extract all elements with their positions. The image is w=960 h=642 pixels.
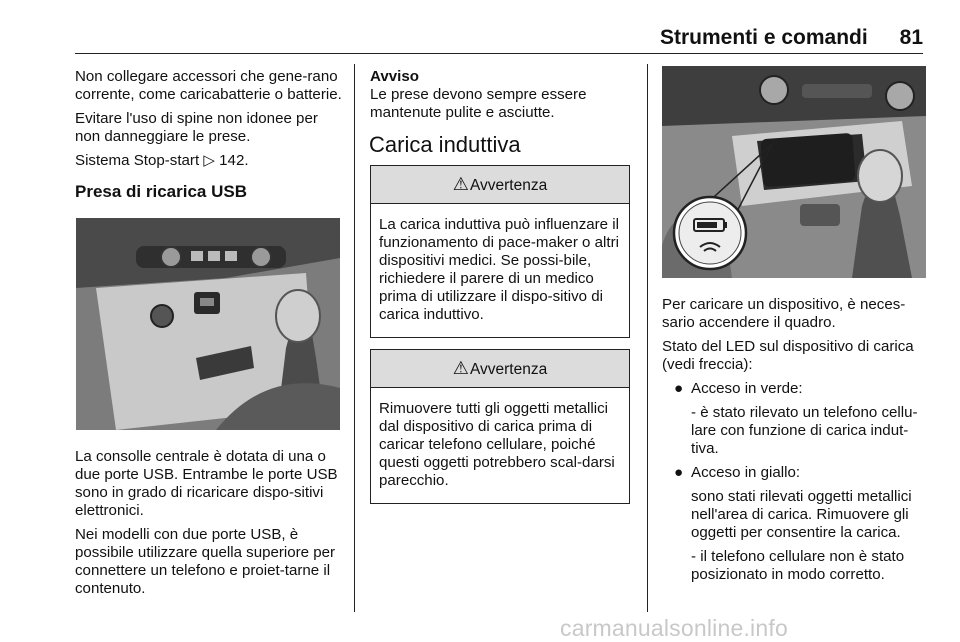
list-item-label: Acceso in verde: <box>691 380 803 397</box>
column-2 <box>370 68 630 515</box>
reference-text: Sistema Stop-start <box>75 152 204 169</box>
list-item-detail: - il telefono cellulare non è stato posizionato in modo corretto. <box>691 548 905 583</box>
warning-title: Avvertenza <box>469 361 548 378</box>
paragraph: Per caricare un dispositivo, è neces-sario accendere il quadro. <box>662 296 906 331</box>
paragraph: Non collegare accessori che gene-rano corrente, come caricabatterie o batterie. <box>75 68 342 103</box>
bullet-dot-icon: ● <box>674 464 684 481</box>
warning-triangle-icon: ⚠ <box>452 358 469 378</box>
bullet-dot-icon: ● <box>674 380 684 397</box>
cross-reference[interactable] <box>75 152 343 170</box>
paragraph: Nei modelli con due porte USB, è possibile utilizzare quella superiore per connettere un telefono e proiet-tarne il contenuto. <box>75 526 336 597</box>
subheading: Presa di ricarica USB <box>75 182 247 201</box>
reference-page: 142. <box>219 152 249 169</box>
warning-text: La carica induttiva può influenzare il funzionamento di pace-maker o altri dispositivi medici. Se possi-bile, richiedere il parere di un medico prima di utilizzare il dispo-sitivo di carica induttivo. <box>379 216 619 323</box>
watermark: carmanualsonline.info <box>560 615 788 641</box>
column-divider-1 <box>354 64 355 612</box>
column-1 <box>75 68 343 604</box>
notice-title: Avviso <box>370 68 419 85</box>
warning-title: Avvertenza <box>469 177 548 194</box>
warning-header <box>371 166 629 204</box>
page-number: 81 <box>899 26 923 49</box>
list-item <box>662 464 925 482</box>
warning-box <box>370 165 630 338</box>
inductive-charger-photo <box>662 66 926 278</box>
column-3 <box>662 68 925 590</box>
paragraph: Stato del LED sul dispositivo di carica (vedi freccia): <box>662 338 914 373</box>
paragraph: Evitare l'uso di spine non idonee per non danneggiare le prese. <box>75 110 318 145</box>
header-title: Strumenti e comandi <box>660 26 868 49</box>
list-item-detail: - è stato rilevato un telefono cellu-lare con funzione di carica indut-tiva. <box>691 404 918 457</box>
notice-text: Le prese devono sempre essere mantenute pulite e asciutte. <box>370 86 587 121</box>
list-item-label: Acceso in giallo: <box>691 464 801 481</box>
warning-triangle-icon: ⚠ <box>452 174 469 194</box>
header-rule <box>75 53 923 54</box>
warning-text: Rimuovere tutti gli oggetti metallici dal dispositivo di carica prima di caricar telefono cellulare, poiché questi oggetti potrebbero scal-darsi parecchio. <box>379 400 615 489</box>
list-item <box>662 380 925 398</box>
paragraph: La consolle centrale è dotata di una o due porte USB. Entrambe le porte USB sono in grado di ricaricare dispo-sitivi elettronici. <box>75 448 338 519</box>
warning-header <box>371 350 629 388</box>
reference-arrow-icon: ▷ <box>203 152 215 169</box>
section-title: Carica induttiva <box>369 132 521 157</box>
column-divider-2 <box>647 64 648 612</box>
list-item-detail: sono stati rilevati oggetti metallici nell'area di carica. Rimuovere gli oggetti per consentire la carica. <box>691 488 912 541</box>
warning-box <box>370 349 630 504</box>
usb-console-photo <box>76 218 340 430</box>
